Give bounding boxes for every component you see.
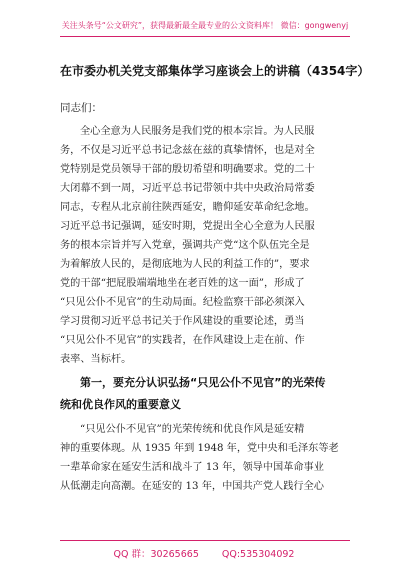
text-line: 务的根本宗旨并写入党章，强调共产党“这个队伍完全是 xyxy=(60,240,310,251)
text-line: “只见公仆不见官”的实践者，在作风建设上走在前、作 xyxy=(60,335,305,346)
footer-contact xyxy=(0,546,408,560)
paragraph-2 xyxy=(60,420,356,496)
text-line: 学习贯彻习近平总书记关于作风建设的重要论述，勇当 xyxy=(60,316,305,327)
text-line: 同志，专程从北京前往陕西延安，瞻仰延安革命纪念地。 xyxy=(60,202,315,213)
paragraph-1 xyxy=(60,122,356,369)
text-line: “只见公仆不见官”的光荣传统和优良作风是延安精 xyxy=(80,424,305,435)
header-notice: 关注头条号“公文研究”，获得最新最全最专业的公文资料库！ 微信：gongwenyj xyxy=(61,21,349,30)
text-line: 党的干部“把屁股端端地坐在老百姓的这一面”，形成了 xyxy=(60,278,305,289)
text-line: 表率、当标杆。 xyxy=(60,354,132,365)
heading-line: 统和优良作风的重要意义 xyxy=(60,398,181,411)
qq-text: QQ:535304092 xyxy=(221,549,295,560)
text-line: 从低潮走向高潮。在延安的 13 年，中国共产党人践行全心 xyxy=(60,481,324,492)
text-line: 神的重要体现。从 1935 年到 1948 年，党中央和毛泽东等老 xyxy=(60,443,339,454)
text-line: 为着解放人民的，是彻底地为人民的利益工作的”，要求 xyxy=(60,259,310,270)
text-line: 务，不仅是习近平总书记念兹在兹的真挚情怀，也是对全 xyxy=(60,145,315,156)
header-divider xyxy=(60,36,350,37)
text-line: 习近平总书记强调，延安时期，党提出全心全意为人民服 xyxy=(60,221,315,232)
text-line: “只见公仆不见官”的生动局面。纪检监察干部必须深入 xyxy=(60,297,305,308)
footer-divider xyxy=(60,540,350,541)
text-line: 一辈革命家在延安生活和战斗了 13 年，领导中国革命事业 xyxy=(60,462,324,473)
text-line: 大闭幕不到一周，习近平总书记带领中共中央政治局常委 xyxy=(60,183,315,194)
text-line: 党特别是党员领导干部的殷切希望和明确要求。党的二十 xyxy=(60,164,315,175)
heading-line: 第一，要充分认识弘扬“只见公仆不见官”的光荣传 xyxy=(80,376,326,389)
qq-group-text: QQ 群：30265665 xyxy=(113,549,199,560)
section-heading-1 xyxy=(60,372,356,416)
document-title: 在市委办机关党支部集体学习座谈会上的讲稿（4354字） xyxy=(60,64,370,78)
salutation: 同志们： xyxy=(60,102,102,114)
text-line: 全心全意为人民服务是我们党的根本宗旨。为人民服 xyxy=(80,126,315,137)
